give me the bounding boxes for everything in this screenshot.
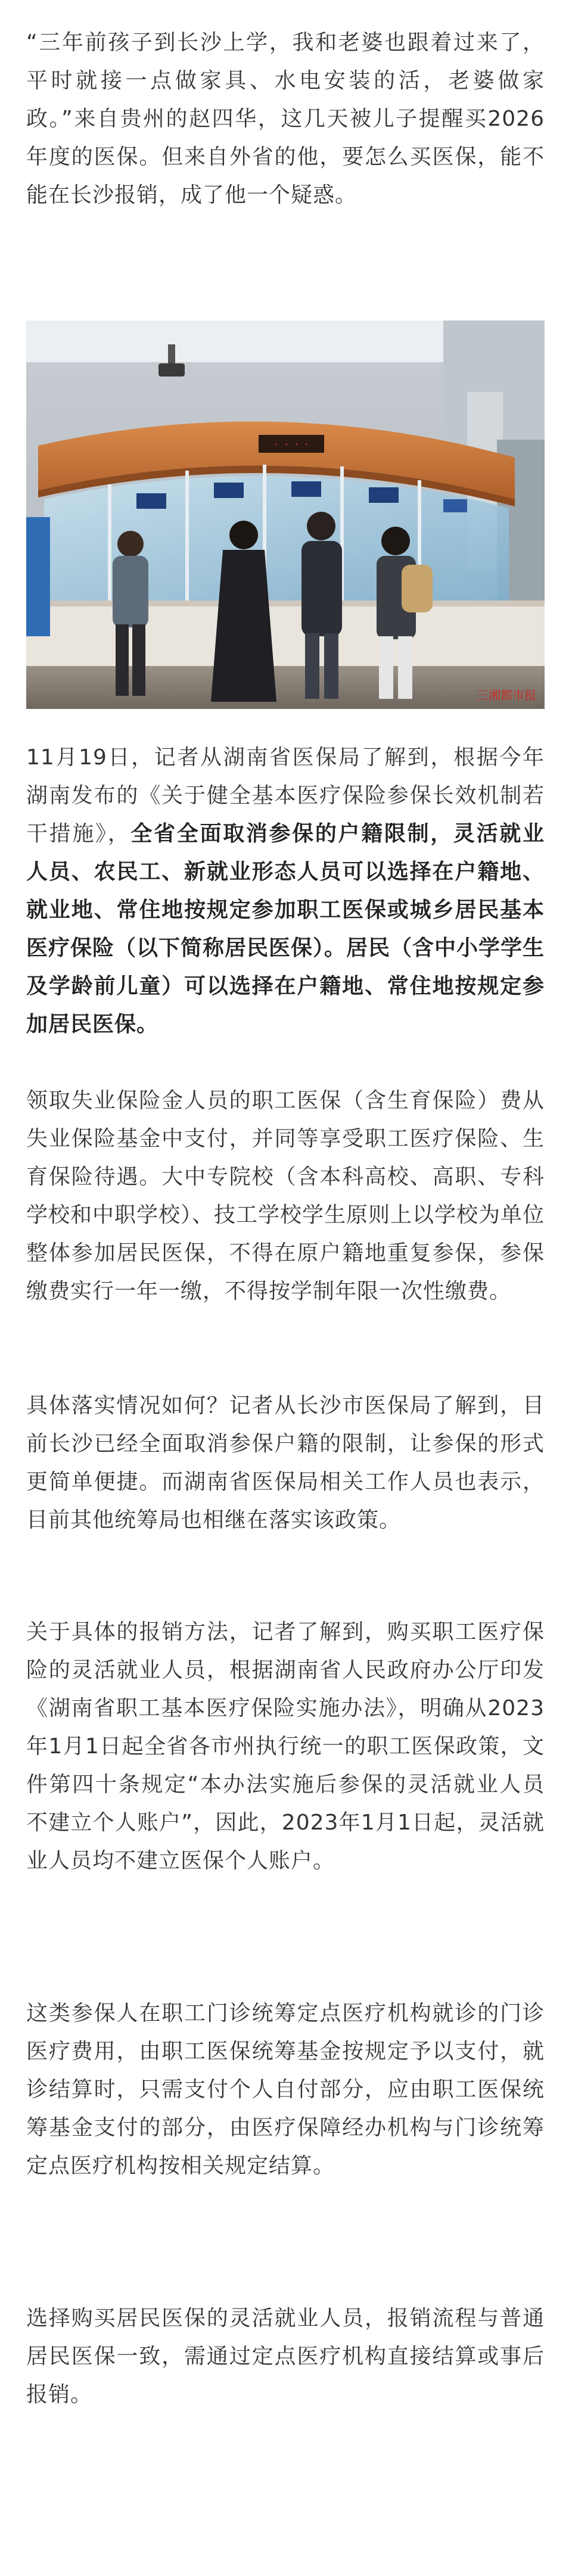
paragraph-policy (26, 739, 545, 1044)
paragraph-outpatient-settlement: 这类参保人在职工门诊统筹定点医疗机构就诊的门诊医疗费用，由职工医保统筹基金按规定予以支付，就诊结算时，只需支付个人自付部分，应由职工医保统筹基金支付的部分，由医疗保障经办机构与门诊统筹定点医疗机构按相关规定结算。 (26, 2001, 545, 2178)
policy-lead-text: 11月19日，记者从湖南省医保局了解到，根据今年湖南发布的《关于健全基本医疗保险参保长效机制若干措施》， (26, 745, 545, 846)
service-counter-scene (26, 321, 545, 709)
svg-text:· · · ·: · · · · (273, 440, 309, 450)
news-photo (26, 321, 545, 709)
paragraph-resident-insurance: 选择购买居民医保的灵活就业人员，报销流程与普通居民医保一致，需通过定点医疗机构直接结算或事后报销。 (26, 2306, 545, 2407)
paragraph-reimbursement-method: 关于具体的报销方法，记者了解到，购买职工医疗保险的灵活就业人员，根据湖南省人民政府办公厅印发《湖南省职工基本医疗保险实施办法》，明确从2023年1月1日起全省各市州执行统一的职工医保政策，文件第四十条规定“本办法实施后参保的灵活就业人员不建立个人账户”，因此，2023年1月1日起，灵活就业人员均不建立医保个人账户。 (26, 1620, 545, 1873)
photo-watermark: 三湘都市报 (477, 688, 536, 702)
paragraph-intro: “三年前孩子到长沙上学，我和老婆也跟着过来了，平时就接一点做家具、水电安装的活，老婆做家政。”来自贵州的赵四华，这几天被儿子提醒买2026年度的医保。但来自外省的他，要怎么买医保，能不能在长沙报销，成了他一个疑惑。 (26, 30, 545, 207)
paragraph-unemployment-students: 领取失业保险金人员的职工医保（含生育保险）费从失业保险基金中支付，并同等享受职工医疗保险、生育保险待遇。大中专院校（含本科高校、高职、专科学校和中职学校）、技工学校学生原则上以学校为单位整体参加居民医保，不得在原户籍地重复参保，参保缴费实行一年一缴，不得按学制年限一次性缴费。 (26, 1088, 545, 1303)
paragraph-implementation: 具体落实情况如何？记者从长沙市医保局了解到，目前长沙已经全面取消参保户籍的限制，让参保的形式更简单便捷。而湖南省医保局相关工作人员也表示，目前其他统筹局也相继在落实该政策。 (26, 1393, 545, 1532)
policy-bold-text: 全省全面取消参保的户籍限制，灵活就业人员、农民工、新就业形态人员可以选择在户籍地、就业地、常住地按规定参加职工医保或城乡居民基本医疗保险（以下简称居民医保）。居民（含中小学学生及学龄前儿童）可以选择在户籍地、常住地按规定参加居民医保。 (26, 822, 545, 1037)
